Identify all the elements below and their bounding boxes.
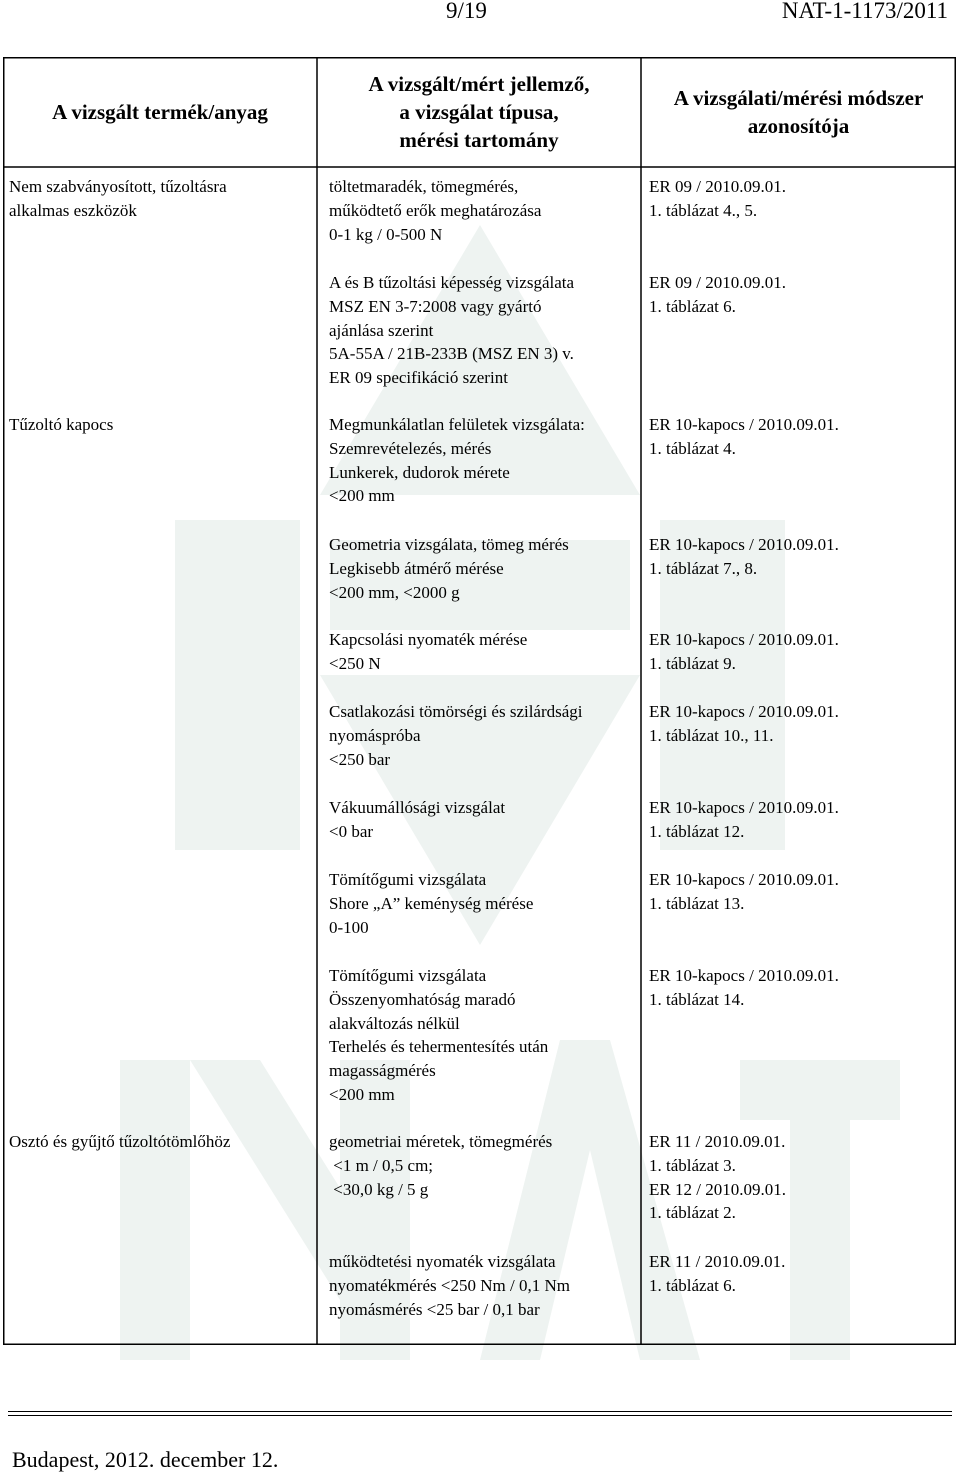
product-cell: Nem szabványosított, tűzoltásra alkalmas eszközök <box>9 177 227 220</box>
column-header-characteristic: A vizsgált/mért jellemző, a vizsgálat típusa, mérési tartomány <box>368 72 590 152</box>
column-header-product: A vizsgált termék/anyag <box>52 100 268 124</box>
characteristic-cell: Tömítőgumi vizsgálata Shore „A” keménység mérése 0-100 <box>329 870 534 937</box>
product-cell: Tűzoltó kapocs <box>9 415 114 434</box>
characteristic-cell: Kapcsolási nyomaték mérése <250 N <box>329 630 528 673</box>
method-cell: ER 10-kapocs / 2010.09.01. 1. táblázat 13. <box>649 870 839 913</box>
characteristic-cell: töltetmaradék, tömegmérés, működtető erők meghatározása 0-1 kg / 0-500 N <box>329 177 542 244</box>
product-cell: Osztó és gyűjtő tűzoltótömlőhöz <box>9 1132 231 1151</box>
method-cell: ER 10-kapocs / 2010.09.01. 1. táblázat 10., 11. <box>649 702 839 745</box>
accreditation-table <box>3 57 956 1345</box>
characteristic-cell: geometriai méretek, tömegmérés <1 m / 0,5 cm; <30,0 kg / 5 g <box>329 1132 553 1199</box>
characteristic-cell: Geometria vizsgálata, tömeg mérés Legkisebb átmérő mérése <200 mm, <2000 g <box>329 535 569 602</box>
characteristic-cell: Csatlakozási tömörségi és szilárdsági nyomáspróba <250 bar <box>329 702 583 769</box>
footer-place-date: Budapest, 2012. december 12. <box>12 1447 279 1472</box>
characteristic-cell: A és B tűzoltási képesség vizsgálata MSZ EN 3-7:2008 vagy gyártó ajánlása szerint 5A-55A / 21B-233B (MSZ EN 3) v. ER 09 specifikáció szerint <box>329 273 575 388</box>
method-cell: ER 11 / 2010.09.01. 1. táblázat 6. <box>649 1252 786 1295</box>
characteristic-cell: Vákuumállósági vizsgálat <0 bar <box>329 798 506 841</box>
characteristic-cell: Megmunkálatlan felületek vizsgálata: Szemrevételezés, mérés Lunkerek, dudorok mérete <200 mm <box>329 415 585 506</box>
method-cell: ER 09 / 2010.09.01. 1. táblázat 4., 5. <box>649 177 786 220</box>
footer-rule <box>8 1415 952 1416</box>
document-id: NAT-1-1173/2011 <box>781 0 948 23</box>
method-cell: ER 09 / 2010.09.01. 1. táblázat 6. <box>649 273 786 316</box>
characteristic-cell: működtetési nyomaték vizsgálata nyomatékmérés <250 Nm / 0,1 Nm nyomásmérés <25 bar / 0,1 bar <box>329 1252 570 1319</box>
method-cell: ER 10-kapocs / 2010.09.01. 1. táblázat 12. <box>649 798 839 841</box>
method-cell: ER 10-kapocs / 2010.09.01. 1. táblázat 9. <box>649 630 839 673</box>
method-cell: ER 10-kapocs / 2010.09.01. 1. táblázat 4. <box>649 415 839 458</box>
characteristic-cell: Tömítőgumi vizsgálata Összenyomhatóság maradó alakváltozás nélkül Terhelés és tehermentesítés után magasságmérés <200 mm <box>329 966 549 1104</box>
footer-rule <box>8 1411 952 1412</box>
page-number: 9/19 <box>446 0 487 23</box>
method-cell: ER 10-kapocs / 2010.09.01. 1. táblázat 7., 8. <box>649 535 839 578</box>
method-cell: ER 10-kapocs / 2010.09.01. 1. táblázat 14. <box>649 966 839 1009</box>
method-cell: ER 11 / 2010.09.01. 1. táblázat 3. ER 12 / 2010.09.01. 1. táblázat 2. <box>649 1132 786 1223</box>
column-header-method: A vizsgálati/mérési módszer azonosítója <box>673 86 924 138</box>
page-header <box>0 0 960 30</box>
